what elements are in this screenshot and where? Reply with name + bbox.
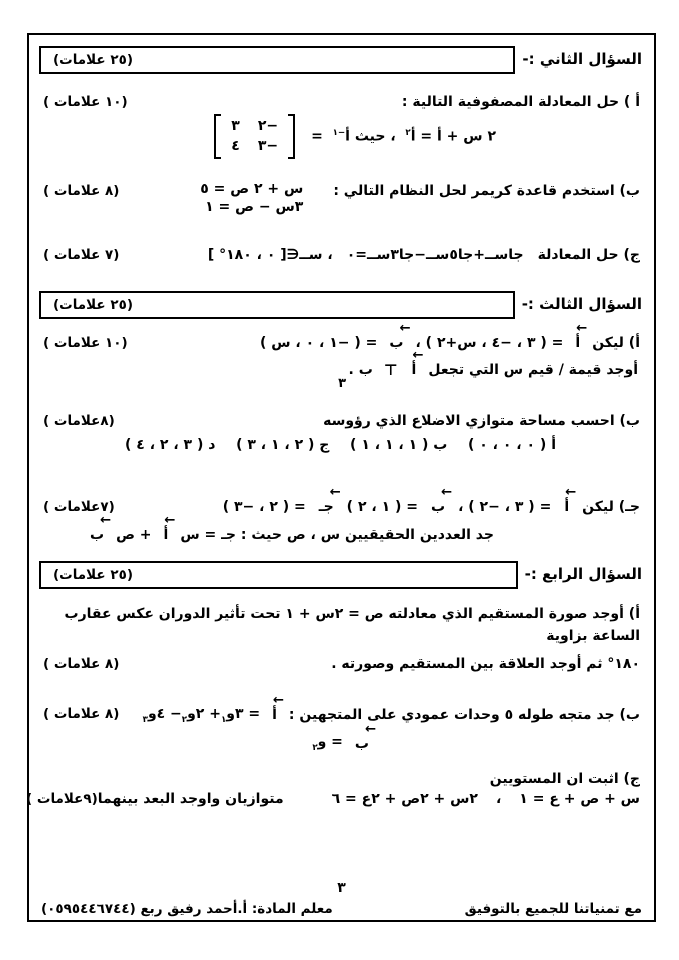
q3-part-c-marks: ( ٧علامات) <box>43 498 115 515</box>
question-two-total-marks: (٢٥ علامات) <box>53 52 133 68</box>
q2-part-b-marks: ( ٨ علامات) <box>43 182 120 199</box>
question-four-marks-box <box>39 561 518 589</box>
vector-b-value: = ( ١ ، ٢ ) <box>346 498 418 515</box>
vector-c: جـ ← <box>318 485 341 515</box>
question-two-header <box>39 46 644 74</box>
q4-part-a-line2-row <box>39 656 644 672</box>
vector-a: أ ← <box>575 321 588 351</box>
vector-a-value: = ( ٣ ، −٤ ، س+٢ ) ، <box>415 334 564 351</box>
q2-part-c-label: ج) حل المعادلة <box>537 246 640 263</box>
vector-b: ب ← <box>431 485 453 515</box>
q3-part-a-marks: ( ١٠ علامات) <box>43 334 128 351</box>
matrix-cell-r2c1: −٣ <box>257 137 279 154</box>
vector-a: أ ← <box>564 485 577 515</box>
q3-part-a-row <box>39 321 644 351</box>
q3-part-a-label: أ) ليكن <box>592 334 640 351</box>
q4-part-a-line1: أ) أوجد صورة المستقيم الذي معادلته ص = ٢س + ١ تحت تأثير الدوران عكس عقارب الساعة بزاوية <box>64 605 640 645</box>
question-four-header <box>39 561 644 589</box>
question-two-title: السؤال الثاني :- <box>522 50 642 68</box>
vertex-a: أ ( ٠ ، ٠ ، ٠ ) <box>467 436 556 453</box>
q3-part-b-marks: ( ٨علامات) <box>43 412 115 429</box>
question-three-header <box>39 291 644 319</box>
footer-teacher-info: معلم المادة: أ.أحمد رفيق ربع (٠٥٩٥٤٤٦٧٤٤) <box>41 901 333 917</box>
vector-b-components: = و$_٢$ <box>312 734 343 754</box>
plane-equation-2: ٢س + ٢ص + ٢ع = ٦ <box>331 791 478 808</box>
q3-part-a-question-text: أوجد قيمة / قيم س التي تجعل <box>428 361 638 378</box>
q2-part-a-marks: ( ١٠ علامات) <box>43 94 128 110</box>
vector-c-value: = ( ٢ ، −٣ ) <box>222 498 306 515</box>
page-border-frame <box>27 33 656 922</box>
q2-part-a-row <box>39 94 644 110</box>
q3-part-b-row <box>39 413 644 429</box>
vector-a-components: = ٣و$_١$+ ٢و$_٢$− ٤و$_٣$ <box>142 705 261 725</box>
unit-vector-index-2: ٢ <box>312 743 318 754</box>
footer <box>41 901 642 917</box>
q2-part-b-row <box>39 180 644 215</box>
q4-part-c-tail-text: متوازيان واوجد البعد بينهما <box>97 791 284 808</box>
question-four-total-marks: (٢٥ علامات) <box>53 566 133 583</box>
q4-part-b-row <box>39 693 644 725</box>
matrix-cell-r1c1: −٢ <box>257 118 279 134</box>
q4-part-b-marks: ( ٨ علامات) <box>43 705 120 722</box>
vector-a-value: = ( ٣ ، −٢ ) ، <box>458 498 552 515</box>
q2-part-c-marks: ( ٧ علامات) <box>43 246 120 263</box>
vector-arrow-icon: ← <box>399 321 411 337</box>
q3-part-c-question-text: جد العددين الحقيقيين س ، ص حيث : جـ = س <box>180 526 494 543</box>
matrix-cells <box>221 114 288 159</box>
equals-sign: = <box>311 128 323 145</box>
q4-part-c-line2-row <box>26 791 644 808</box>
q4-part-b-label: ب) جد متجه طوله ٥ وحدات عمودي على المتجهين : <box>288 706 640 723</box>
q2-part-b-label: ب) استخدم قاعدة كريمر لحل النظام التالي : <box>333 182 640 199</box>
separator-comma: ، <box>495 791 502 808</box>
matrix-cell-r2c2: ٤ <box>231 137 240 154</box>
vector-arrow-icon: ← <box>412 348 424 364</box>
question-three-total-marks: (٢٥ علامات) <box>53 296 133 313</box>
unit-vector-index-1: ١ <box>220 714 227 725</box>
vector-arrow-icon: ← <box>329 485 341 501</box>
vertex-d: د ( ٣ ، ٢ ، ٤ ) <box>125 436 216 453</box>
q4-part-a-line2: ١٨٠° ثم أوجد العلاقة بين المستقيم وصورته . <box>331 655 640 672</box>
q2-part-a-label: أ ) حل المعادلة المصفوفية التالية : <box>401 94 640 110</box>
vector-a: أ ← <box>272 693 284 723</box>
perpendicular-symbol: ⊤ <box>383 360 398 379</box>
vertex-b: ب ( ١ ، ١ ، ١ ) <box>350 436 448 453</box>
trig-equation: جاســ+جا٥ســ−جا٣ســ=٠ <box>346 246 524 263</box>
vector-a: أ ← <box>411 348 424 378</box>
unit-vector-index-2: ٢ <box>181 714 188 725</box>
plane-equation-1: س + ص + ع = ١ <box>519 791 640 808</box>
question-three-title: السؤال الثالث :- <box>521 294 642 313</box>
trig-domain: ، ســ∈[ ٠ ، ١٨٠° ] <box>207 246 333 263</box>
system-equation-2: ٣س − ص = ١ <box>205 198 304 215</box>
vertex-c: ج ( ٢ ، ١ ، ٣ ) <box>236 436 330 453</box>
linear-system <box>200 181 303 215</box>
vector-a: أ ← <box>163 513 176 543</box>
stray-digit: ٣ <box>338 375 346 391</box>
matrix-left-bracket <box>214 114 221 159</box>
q3-part-b-label: ب) احسب مساحة متوازي الاضلاع الذي رؤوسه <box>323 412 640 429</box>
matrix-right-bracket <box>288 114 295 159</box>
question-three-marks-box <box>39 291 515 319</box>
q3-part-a-line2-end: ب . <box>348 361 373 378</box>
q3-part-c-line2-mid: + ص <box>116 526 152 543</box>
vector-arrow-icon: ← <box>564 485 577 501</box>
q4-part-b-line2 <box>39 722 644 754</box>
q4-part-a-marks: ( ٨ علامات) <box>43 655 120 672</box>
inverse-matrix <box>214 114 295 159</box>
vector-b: ب ← <box>389 321 411 351</box>
vector-arrow-icon: ← <box>440 485 453 501</box>
power-minus-one: −١ <box>332 128 346 139</box>
vector-arrow-icon: ← <box>164 513 176 529</box>
page-number: ٣ <box>337 880 346 896</box>
vector-b: ب ← <box>90 513 112 543</box>
q4-part-c-label: ج) اثبت ان المستويين <box>489 771 640 788</box>
q4-part-c-marks: ( ٩علامات) <box>26 791 98 808</box>
unit-vector-index-3: ٣ <box>142 714 148 725</box>
vector-b: ب ← <box>354 722 376 752</box>
vector-arrow-icon: ← <box>576 321 588 337</box>
q2-part-a-equation <box>39 114 644 159</box>
vector-arrow-icon: ← <box>99 513 112 529</box>
q3-part-c-label: جـ) ليكن <box>582 498 640 515</box>
question-four-title: السؤال الرابع :- <box>524 564 642 583</box>
vector-b-value: = ( −١ ، ٠ ، س ) <box>259 334 378 351</box>
power-two: ٢ <box>405 128 411 139</box>
footer-wishes: مع تمنياتنا للجميع بالتوفيق <box>464 901 642 917</box>
q3-part-c-row <box>39 485 644 515</box>
matrix-equation-lhs: ٢ س + أ = أ$^٢$ ، حيث أ$^{-١}$ = <box>311 128 496 145</box>
vector-arrow-icon: ← <box>364 722 376 738</box>
matrix-cell-r1c2: ٣ <box>231 118 240 134</box>
system-equation-1: س + ٢ ص = ٥ <box>200 180 304 197</box>
q3-part-c-line2 <box>39 513 644 543</box>
q2-part-c-row <box>39 247 644 263</box>
question-two-marks-box <box>39 46 515 74</box>
vector-arrow-icon: ← <box>272 693 284 709</box>
parallelogram-vertices <box>39 437 644 453</box>
